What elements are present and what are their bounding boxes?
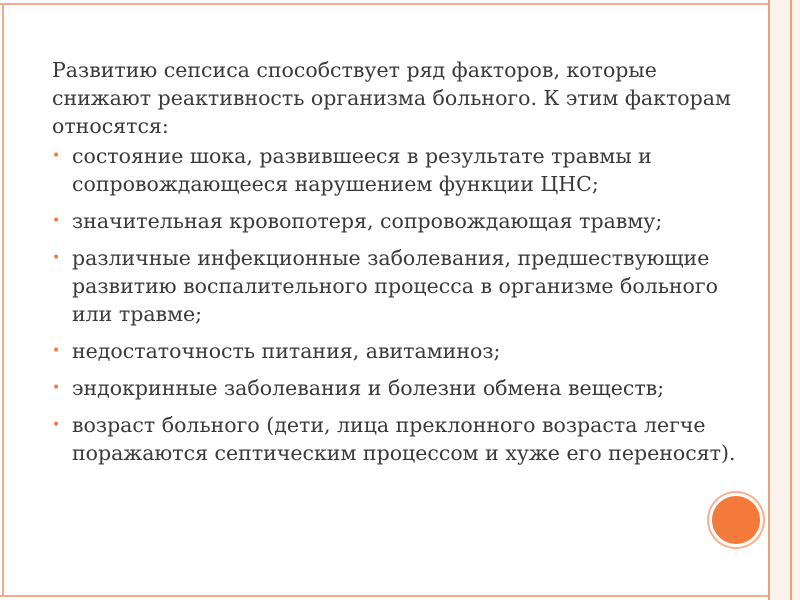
list-item-text: состояние шока, развившееся в результате травмы и сопровождающееся нарушением функции ЦНС; <box>72 144 652 196</box>
list-item-text: значительная кровопотеря, сопровождающая травму; <box>72 209 663 233</box>
list-item-text: эндокринные заболевания и болезни обмена веществ; <box>72 376 665 400</box>
list-item-text: недостаточность питания, авитаминоз; <box>72 339 501 363</box>
right-decorative-band <box>768 0 800 600</box>
frame-left-line <box>2 3 4 597</box>
bullet-icon: • <box>52 343 61 359</box>
bullet-icon: • <box>52 380 61 396</box>
list-item <box>52 244 752 328</box>
list-item <box>52 337 752 365</box>
list-item <box>52 207 752 235</box>
frame-top-line <box>0 3 790 5</box>
list-item-text: возраст больного (дети, лица преклонного возраста легче поражаются септическим процессом и хуже его переносят). <box>72 413 736 465</box>
bullet-icon: • <box>52 250 61 266</box>
right-band-edge-line <box>790 0 792 600</box>
bullet-icon: • <box>52 213 61 229</box>
bullet-icon: • <box>52 148 61 164</box>
slide-body-text <box>52 56 752 476</box>
accent-circle-decoration <box>712 496 760 544</box>
factors-list <box>52 142 752 467</box>
list-item-text: различные инфекционные заболевания, предшествующие развитию воспалительного процесса в организме больного или травме; <box>72 246 718 326</box>
list-item <box>52 374 752 402</box>
list-item <box>52 142 752 198</box>
bullet-icon: • <box>52 417 61 433</box>
intro-paragraph: Развитию сепсиса способствует ряд факторов, которые снижают реактивность организма больного. К этим факторам относятся: <box>52 58 731 138</box>
frame-bottom-line <box>0 595 790 597</box>
list-item <box>52 411 752 467</box>
